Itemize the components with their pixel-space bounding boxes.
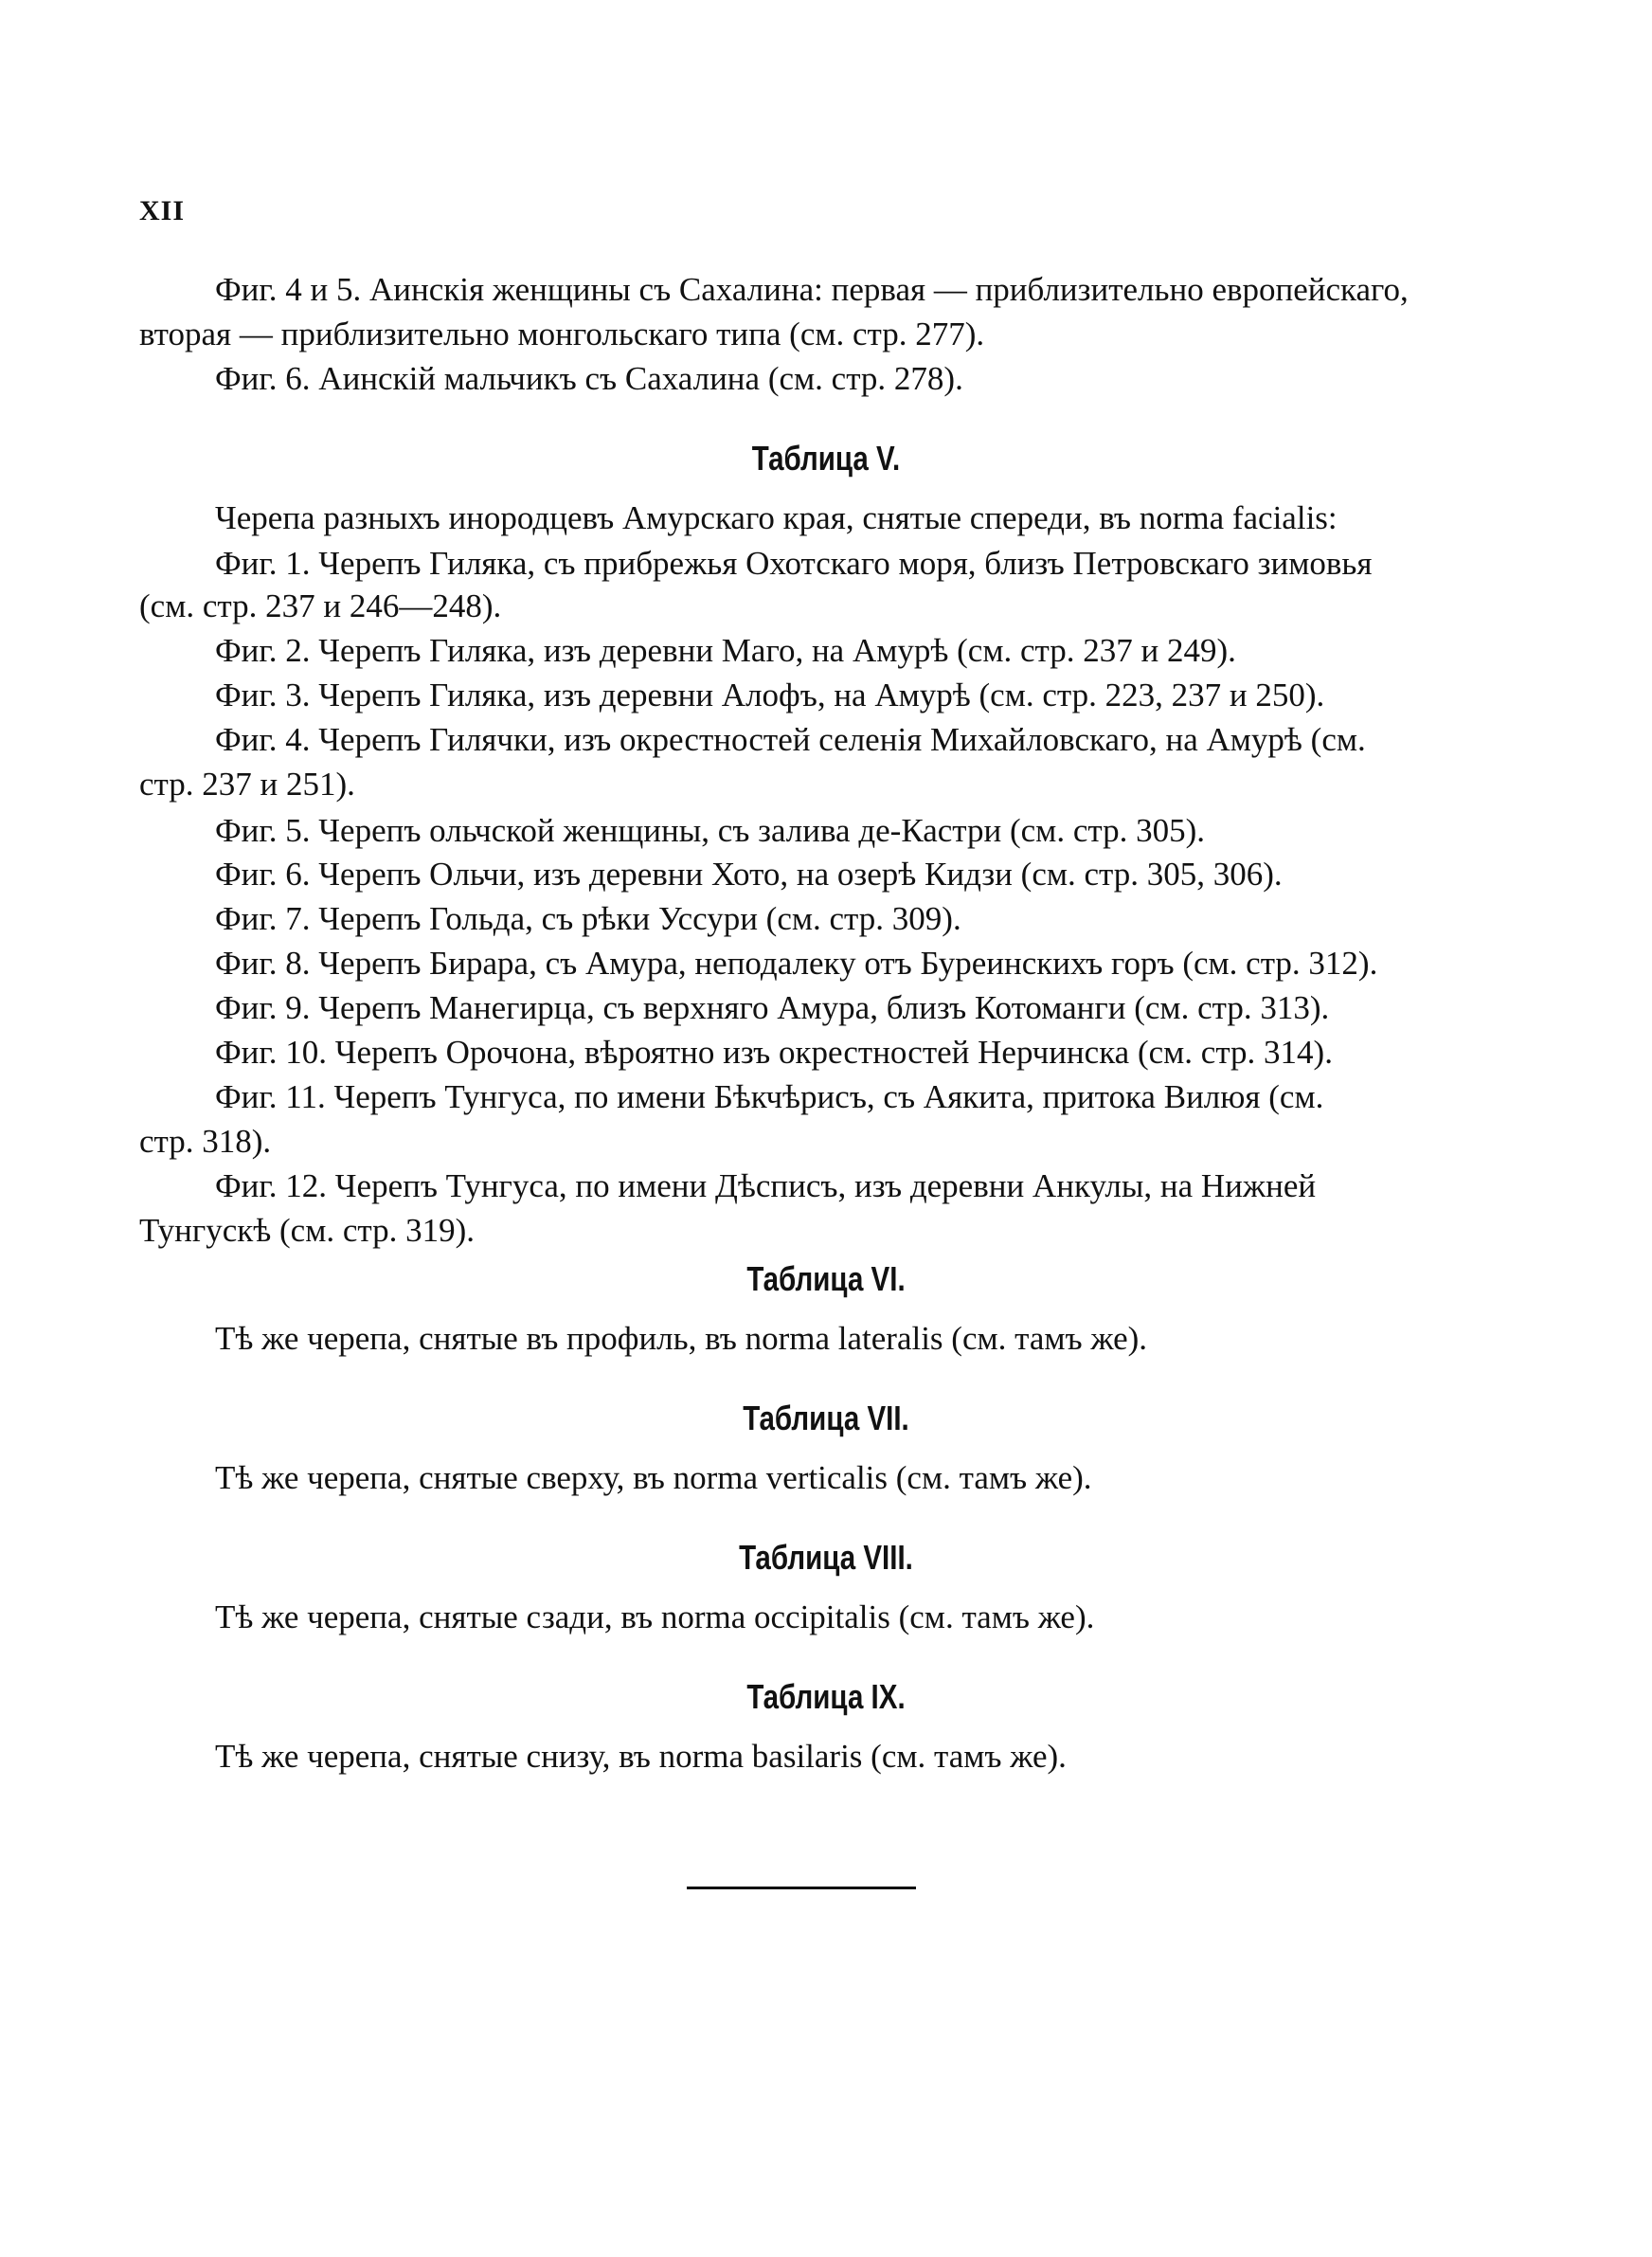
text-line: стр. 237 и 251). [139, 766, 355, 803]
text-line: Фиг. 10. Черепъ Орочона, вѣроятно изъ окрестностей Нерчинска (см. стр. 314). [215, 1034, 1333, 1071]
text-line: Тѣ же черепа, снятые сзади, въ norma occipitalis (см. тамъ же). [215, 1598, 1095, 1635]
text-line: Фиг. 9. Черепъ Манегирца, съ верхняго Амура, близъ Котоманги (см. стр. 313). [215, 989, 1330, 1026]
text-line: Фиг. 4. Черепъ Гилячки, изъ окрестностей селенія Михайловскаго, на Амурѣ (см. [215, 721, 1366, 758]
page-number: XII [139, 195, 186, 226]
table-heading-vi: Таблица VI. [746, 1259, 906, 1298]
table-heading-v: Таблица V. [751, 439, 901, 478]
text-line: вторая — приблизительно монгольскаго типа (см. стр. 277). [139, 316, 985, 352]
table-heading-viii: Таблица VIII. [739, 1538, 913, 1577]
text-line: стр. 318). [139, 1123, 272, 1160]
text-line: Фиг. 12. Черепъ Тунгуса, по имени Дѣсписъ, изъ деревни Анкулы, на Нижней [215, 1167, 1317, 1204]
text-line: Фиг. 5. Черепъ ольчской женщины, съ залива де-Кастри (см. стр. 305). [215, 812, 1205, 849]
text-line: Фиг. 6. Аинскій мальчикъ съ Сахалина (см. стр. 278). [215, 360, 963, 397]
closing-rule [687, 1887, 916, 1889]
text-line: Тѣ же черепа, снятые въ профиль, въ norma lateralis (см. тамъ же). [215, 1320, 1148, 1357]
text-line: Черепа разныхъ инородцевъ Амурскаго края, снятые спереди, въ norma facialis: [215, 499, 1338, 536]
text-line: Фиг. 8. Черепъ Бирара, съ Амура, неподалеку отъ Буреинскихъ горъ (см. стр. 312). [215, 945, 1378, 982]
text-line: Тунгускѣ (см. стр. 319). [139, 1212, 476, 1249]
text-line: Тѣ же черепа, снятые сверху, въ norma verticalis (см. тамъ же). [215, 1459, 1092, 1496]
table-heading-ix: Таблица IX. [746, 1677, 906, 1716]
table-heading-vii: Таблица VII. [743, 1399, 909, 1437]
text-line: Тѣ же черепа, снятые снизу, въ norma basilaris (см. тамъ же). [215, 1738, 1067, 1775]
text-line: Фиг. 2. Черепъ Гиляка, изъ деревни Маго, на Амурѣ (см. стр. 237 и 249). [215, 632, 1236, 669]
text-line: (см. стр. 237 и 246—248). [139, 587, 502, 624]
text-line: Фиг. 3. Черепъ Гиляка, изъ деревни Алофъ, на Амурѣ (см. стр. 223, 237 и 250). [215, 677, 1325, 713]
text-line: Фиг. 6. Черепъ Ольчи, изъ деревни Хото, на озерѣ Кидзи (см. стр. 305, 306). [215, 856, 1283, 893]
text-line: Фиг. 1. Черепъ Гиляка, съ прибрежья Охотскаго моря, близъ Петровскаго зимовья [215, 545, 1373, 582]
text-line: Фиг. 4 и 5. Аинскія женщины съ Сахалина: первая — приблизительно европейскаго, [215, 271, 1409, 308]
text-line: Фиг. 11. Черепъ Тунгуса, по имени Бѣкчѣрисъ, съ Аякита, притока Вилюя (см. [215, 1078, 1324, 1115]
text-line: Фиг. 7. Черепъ Гольда, съ рѣки Уссури (см. стр. 309). [215, 900, 961, 937]
